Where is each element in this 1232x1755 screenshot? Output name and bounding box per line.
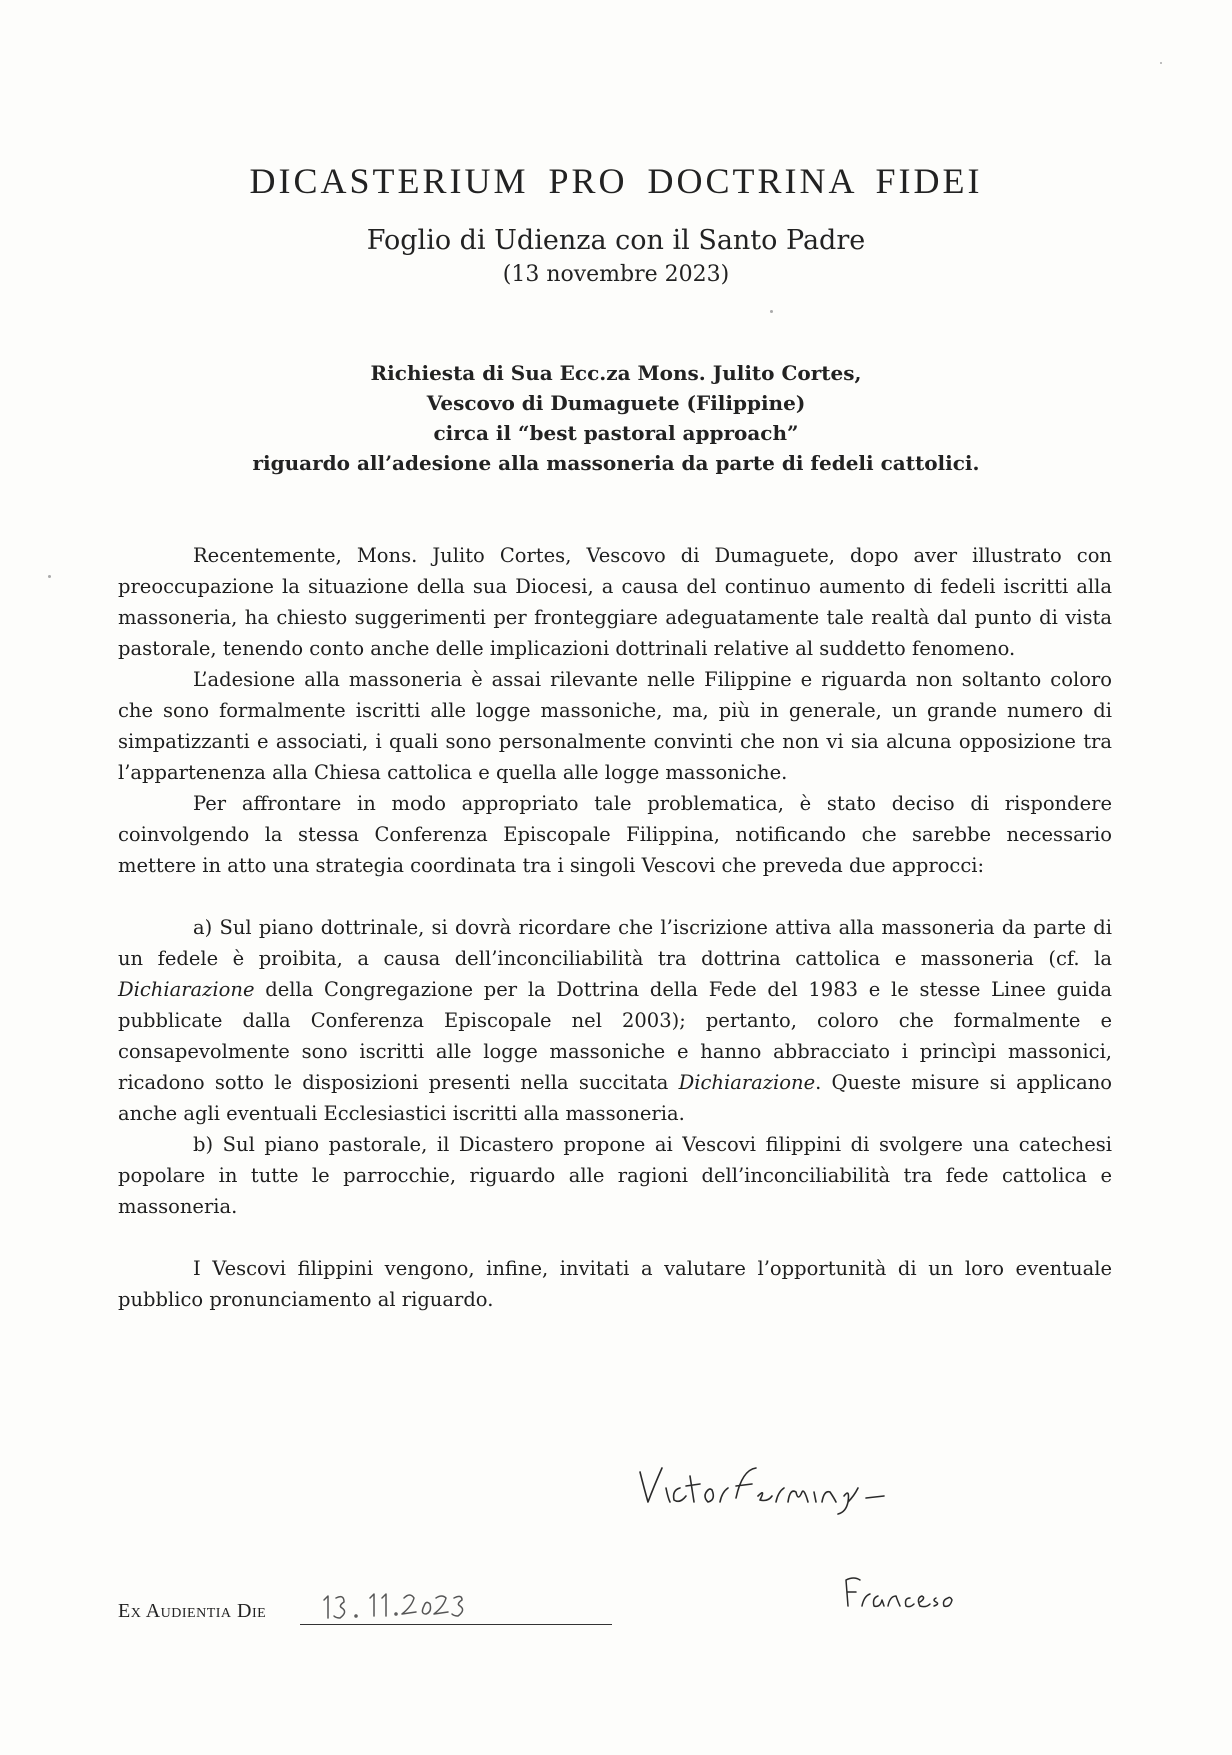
scan-speck xyxy=(48,575,51,578)
paragraph-3: Per affrontare in modo appropriato tale problematica, è stato deciso di rispondere coinvolgendo la stessa Conferenza Episcopale Filippina, notificando che sarebbe necessario mettere in atto una strategia coordinata tra i singoli Vescovi che preveda due approcci: xyxy=(118,792,1112,877)
dichiarazione-italic: Dichiarazione xyxy=(678,1071,816,1094)
ex-audientia-label: Ex Audientia Die xyxy=(118,1600,267,1622)
dichiarazione-italic: Dichiarazione xyxy=(118,978,255,1001)
paragraph-pastoral: b) Sul piano pastorale, il Dicastero propone ai Vescovi filippini di svolgere una catechesi popolare in tutte le parrocchie, riguardo alle ragioni dell’inconciliabilità tra fede cattolica e massoneria. xyxy=(118,1133,1112,1218)
scan-speck xyxy=(770,310,773,313)
paragraph-doctrinal xyxy=(118,912,1112,1129)
handwritten-date xyxy=(318,1586,498,1626)
scan-speck xyxy=(1160,62,1162,64)
subject-line: circa il “best pastoral approach” xyxy=(433,421,799,445)
subject-block xyxy=(0,358,1232,478)
subject-line: Richiesta di Sua Ecc.za Mons. Julito Cortes, xyxy=(370,361,862,385)
paragraph-2: L’adesione alla massoneria è assai rilevante nelle Filippine e riguarda non soltanto coloro che sono formalmente iscritti alle logge massoniche, ma, più in generale, un grande numero di simpatizzanti e associati, i quali sono personalmente convinti che non vi sia alcuna opposizione tra l’appartenenza alla Chiesa cattolica e quella alle logge massoniche. xyxy=(118,668,1112,784)
paragraph-doctrinal-text-b: della Congregazione per la Dottrina della Fede del 1983 e le stesse Linee guida pubblicate dalla Conferenza Episcopale nel 2003); pertanto, coloro che formalmente e consapevolmente sono iscritti alle logge massoniche e hanno abbracciato i princìpi massonici, ricadono sotto le disposizioni presenti nella succitata xyxy=(118,978,1112,1094)
document-title: DICASTERIUM PRO DOCTRINA FIDEI xyxy=(249,161,983,201)
subject-line: Vescovo di Dumaguete (Filippine) xyxy=(426,391,806,415)
prefect-signature xyxy=(632,1458,892,1518)
document-subtitle: Foglio di Udienza con il Santo Padre xyxy=(366,225,866,256)
paragraph-doctrinal-text-a: a) Sul piano dottrinale, si dovrà ricordare che l’iscrizione attiva alla massoneria da parte di un fedele è proibita, a causa dell’inconciliabilità tra dottrina cattolica e massoneria (cf. la xyxy=(118,916,1112,970)
pope-signature xyxy=(840,1572,960,1612)
paragraph-1: Recentemente, Mons. Julito Cortes, Vescovo di Dumaguete, dopo aver illustrato con preoccupazione la situazione della sua Diocesi, a causa del continuo aumento di fedeli iscritti alla massoneria, ha chiesto suggerimenti per fronteggiare adeguatamente tale realtà dal punto di vista pastorale, tenendo conto anche delle implicazioni dottrinali relative al suddetto fenomeno. xyxy=(118,544,1112,660)
subject-line: riguardo all’adesione alla massoneria da parte di fedeli cattolici. xyxy=(252,451,980,475)
document-date: (13 novembre 2023) xyxy=(502,262,730,287)
paragraph-closing: I Vescovi filippini vengono, infine, invitati a valutare l’opportunità di un loro eventuale pubblico pronunciamento al riguardo. xyxy=(118,1257,1112,1311)
body-text xyxy=(118,540,1112,1315)
paragraph-doctrinal-text-c: . Queste misure si applicano anche agli eventuali Ecclesiastici iscritti alla massoneria. xyxy=(118,1071,1112,1125)
